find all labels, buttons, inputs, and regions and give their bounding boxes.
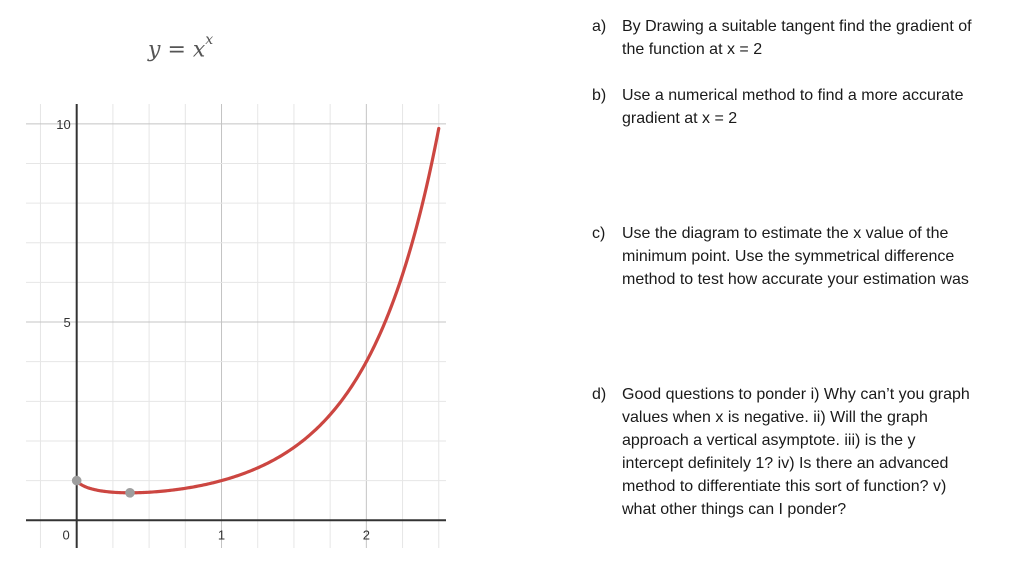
- x-tick-label: 2: [362, 527, 370, 543]
- y-tick-label: 5: [63, 315, 71, 331]
- question-b-label: b): [592, 87, 607, 104]
- graph: [0, 0, 460, 576]
- equation-base: x: [192, 37, 206, 63]
- question-a: [592, 15, 972, 61]
- x-tick-label: 1: [217, 527, 226, 543]
- equation-op: =: [167, 37, 186, 63]
- origin-label: 0: [62, 527, 70, 543]
- question-b: [592, 84, 972, 130]
- equation-lhs: y: [148, 37, 161, 63]
- tick-labels: [56, 117, 370, 542]
- question-b-text: Use a numerical method to find a more accurate gradient at x = 2: [622, 87, 964, 127]
- question-d: [592, 383, 972, 521]
- y-tick-label: 10: [56, 116, 71, 132]
- equation-exponent: x: [205, 32, 214, 48]
- question-d-text: Good questions to ponder i) Why can’t you graph values when x is negative. ii) Will the graph approach a vertical asymptote. iii) is the y intercept definitely 1? iv) Is there an advanced method to differentiate this sort of function? v) what other things can I ponder?: [622, 386, 970, 518]
- question-c: [592, 222, 972, 291]
- point-minimum: [125, 488, 135, 498]
- question-a-text: By Drawing a suitable tangent find the gradient of the function at x = 2: [622, 18, 972, 58]
- point-y-intercept: [72, 476, 82, 486]
- question-c-label: c): [592, 225, 606, 242]
- question-a-label: a): [592, 18, 607, 35]
- question-d-label: d): [592, 386, 607, 403]
- question-c-text: Use the diagram to estimate the x value of the minimum point. Use the symmetrical difference method to test how accurate your estimation was: [622, 225, 969, 288]
